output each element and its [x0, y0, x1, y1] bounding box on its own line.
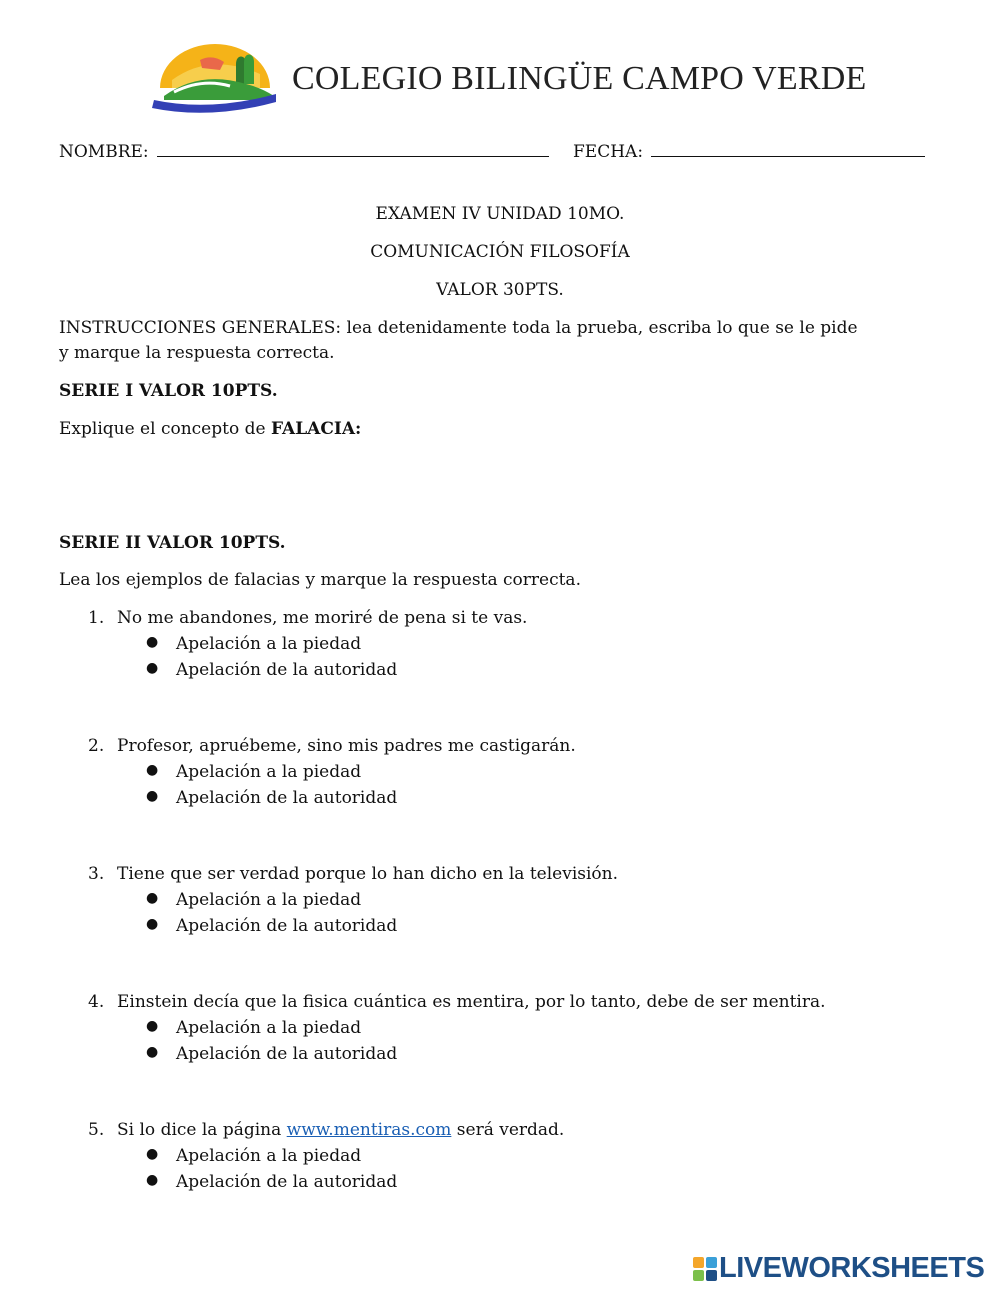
- question-number: 4.: [88, 992, 105, 1012]
- serie-2-prompt: Lea los ejemplos de falacias y marque la respuesta correcta.: [59, 570, 581, 590]
- instructions-line-2: y marque la respuesta correcta.: [59, 343, 335, 363]
- bullet-icon: ●: [146, 1044, 159, 1060]
- question-text-after: será verdad.: [451, 1120, 565, 1140]
- question-text: Einstein decía que la fisica cuántica es mentira, por lo tanto, debe de ser mentira.: [117, 992, 826, 1012]
- date-field[interactable]: [573, 142, 925, 162]
- serie-1-prompt: [59, 419, 361, 439]
- date-blank-line[interactable]: [651, 155, 925, 157]
- school-logo-icon: [150, 40, 280, 114]
- question-text: Profesor, apruébeme, sino mis padres me castigarán.: [117, 736, 576, 756]
- name-label: NOMBRE:: [59, 142, 149, 162]
- name-blank-line[interactable]: [157, 155, 549, 157]
- bullet-icon: ●: [146, 1146, 159, 1162]
- question-text: Tiene que ser verdad porque lo han dicho en la televisión.: [117, 864, 619, 884]
- name-field[interactable]: [59, 142, 549, 162]
- question-text-before: Si lo dice la página: [117, 1120, 287, 1140]
- question-number: 5.: [88, 1120, 105, 1140]
- option-label: Apelación a la piedad: [176, 890, 362, 910]
- bullet-icon: ●: [146, 1018, 159, 1034]
- bullet-icon: ●: [146, 788, 159, 804]
- option-label: Apelación de la autoridad: [176, 1172, 398, 1192]
- question-text: No me abandones, me moriré de pena si te vas.: [117, 608, 528, 628]
- option-label: Apelación a la piedad: [176, 634, 362, 654]
- bullet-icon: ●: [146, 916, 159, 932]
- serie-2-heading: SERIE II VALOR 10PTS.: [59, 533, 286, 553]
- bullet-icon: ●: [146, 762, 159, 778]
- bullet-icon: ●: [146, 660, 159, 676]
- bullet-icon: ●: [146, 634, 159, 650]
- liveworksheets-brand: LIVEWORKSHEETS: [719, 1252, 985, 1284]
- serie-1-prompt-term: FALACIA:: [270, 419, 362, 439]
- option-label: Apelación a la piedad: [176, 762, 362, 782]
- bullet-icon: ●: [146, 890, 159, 906]
- subject-title: COMUNICACIÓN FILOSOFÍA: [370, 242, 630, 262]
- question-number: 2.: [88, 736, 105, 756]
- serie-1-heading: SERIE I VALOR 10PTS.: [59, 381, 278, 401]
- bullet-icon: ●: [146, 1172, 159, 1188]
- option-label: Apelación de la autoridad: [176, 660, 398, 680]
- exam-value: VALOR 30PTS.: [436, 280, 564, 300]
- school-name: COLEGIO BILINGÜE CAMPO VERDE: [292, 60, 867, 97]
- option-label: Apelación de la autoridad: [176, 1044, 398, 1064]
- mentiras-link[interactable]: www.mentiras.com: [286, 1120, 452, 1140]
- date-label: FECHA:: [573, 142, 644, 162]
- serie-1-prompt-text: Explique el concepto de: [59, 419, 271, 439]
- instructions-line-1: INSTRUCCIONES GENERALES: lea detenidamente toda la prueba, escriba lo que se le pide: [59, 318, 858, 338]
- question-text: [117, 1120, 564, 1140]
- option-label: Apelación a la piedad: [176, 1146, 362, 1166]
- question-number: 3.: [88, 864, 105, 884]
- liveworksheets-logo-icon: [693, 1257, 717, 1281]
- option-label: Apelación de la autoridad: [176, 788, 398, 808]
- question-number: 1.: [88, 608, 105, 628]
- option-label: Apelación a la piedad: [176, 1018, 362, 1038]
- exam-title: EXAMEN IV UNIDAD 10MO.: [375, 204, 625, 224]
- option-label: Apelación de la autoridad: [176, 916, 398, 936]
